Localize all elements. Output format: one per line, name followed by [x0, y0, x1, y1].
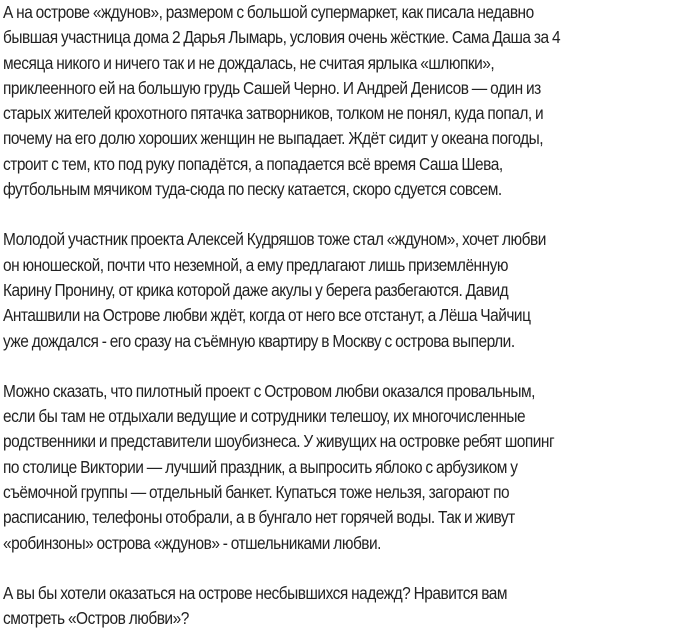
text-line: родственники и представители шоубизнеса. У живущих на островке ребят шопинг: [3, 431, 555, 452]
text-line: Можно сказать, что пилотный проект с Островом любви оказался провальным,: [3, 380, 535, 401]
paragraph-1: [3, 0, 695, 202]
paragraph-4: [3, 581, 695, 632]
text-line: А вы бы хотели оказаться на острове несбывшихся надежд? Нравится вам: [3, 582, 508, 603]
text-line: Молодой участник проекта Алексей Кудряшов тоже стал «ждуном», хочет любви: [3, 229, 546, 250]
text-line: бывшая участница дома 2 Дарья Лымарь, условия очень жёсткие. Сама Даша за 4: [3, 27, 561, 48]
text-line: Карину Пронину, от крика которой даже акулы у берега разбегаются. Давид: [3, 279, 509, 300]
text-line: старых жителей крохотного пятачка затворников, толком не понял, куда попал, и: [3, 103, 544, 124]
text-line: месяца никого и ничего так и не дождалась, не считая ярлыка «шлюпки»,: [3, 52, 495, 73]
text-line: приклеенного ей на большую грудь Сашей Черно. И Андрей Денисов — один из: [3, 77, 541, 98]
text-line: если бы там не отдыхали ведущие и сотрудники телешоу, их многочисленные: [3, 406, 526, 427]
text-line: он юношеской, почти что неземной, а ему предлагают лишь приземлённую: [3, 254, 508, 275]
text-line: съёмочной группы — отдельный банкет. Купаться тоже нельзя, загорают по: [3, 482, 510, 503]
text-line: по столице Виктории — лучший праздник, а выпросить яблоко с арбузиком у: [3, 456, 518, 477]
text-line: «робинзоны» острова «ждунов» - отшельниками любви.: [3, 532, 381, 553]
text-line: Анташвили на Острове любви ждёт, когда от него все отстанут, а Лёша Чайчиц: [3, 305, 531, 326]
text-line: футбольным мячиком туда-сюда по песку катается, скоро сдуется совсем.: [3, 179, 502, 200]
text-line: почему на его долю хороших женщин не выпадает. Ждёт сидит у океана погоды,: [3, 128, 544, 149]
paragraph-3: [3, 379, 695, 556]
text-line: уже дождался - его сразу на съёмную квартиру в Москву с острова выперли.: [3, 330, 515, 351]
text-line: расписанию, телефоны отобрали, а в бунгало нет горячей воды. Так и живут: [3, 507, 515, 528]
text-line: строит с тем, кто под руку попадётся, а попадается всё время Саша Шева,: [3, 153, 503, 174]
text-line: А на острове «ждунов», размером с большой супермаркет, как писала недавно: [3, 2, 534, 22]
paragraph-2: [3, 227, 695, 353]
text-line: смотреть «Остров любви»?: [3, 608, 189, 629]
